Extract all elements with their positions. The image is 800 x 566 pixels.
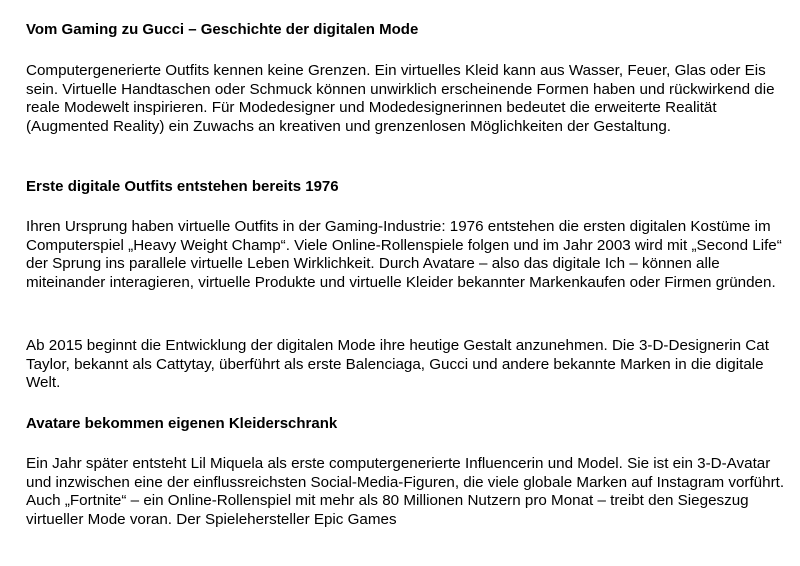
paragraph-2015: Ab 2015 beginnt die Entwicklung der digitalen Mode ihre heutige Gestalt anzunehmen. Die 3-D-Designerin Cat Taylor, bekannt als Cattytay, überführt als erste Balenciaga, Gucci und andere bekannte Marken in die digitale Welt.	[26, 337, 769, 392]
section-heading-avatars: Avatare bekommen eigenen Kleiderschrank	[26, 415, 338, 432]
intro-paragraph: Computergenerierte Outfits kennen keine Grenzen. Ein virtuelles Kleid kann aus Wasser, Feuer, Glas oder Eis sein. Virtuelle Handtaschen oder Schmuck können unwirklich erscheinende Formen haben und rückwirkend die reale Modewelt inspirieren. Für Modedesigner und Modedesignerinnen bedeutet die erweiterte Realität (Augmented Reality) ein Zuwachs an kreativen und grenzenlosen Möglichkeiten der Gestaltung.	[26, 62, 775, 135]
document-title: Vom Gaming zu Gucci – Geschichte der digitalen Mode	[26, 21, 419, 38]
paragraph-lil-miquela: Ein Jahr später entsteht Lil Miquela als erste computergenerierte Influencerin und Model. Sie ist ein 3-D-Avatar und inzwischen eine der einflussreichsten Social-Media-Figuren, die viele globale Marken auf Instagram vorführt. Auch „Fortnite“ – ein Online-Rollenspiel mit mehr als 80 Millionen Nutzern pro Monat – treibt den Siegeszug virtueller Mode voran. Der Spielehersteller Epic Games	[26, 455, 785, 528]
section-heading-first-outfits: Erste digitale Outfits entstehen bereits 1976	[26, 178, 339, 195]
paragraph-origins: Ihren Ursprung haben virtuelle Outfits in der Gaming-Industrie: 1976 entstehen die ersten digitalen Kostüme im Computerspiel „Heavy Weight Champ“. Viele Online-Rollenspiele folgen und im Jahr 2003 wird mit „Second Life“ der Sprung ins parallele virtuelle Leben Wirklichkeit. Durch Avatare – also das digitale Ich – können alle miteinander interagieren, virtuelle Produkte und virtuelle Kleider bekannter Markenkaufen oder Firmen gründen.	[26, 218, 782, 291]
